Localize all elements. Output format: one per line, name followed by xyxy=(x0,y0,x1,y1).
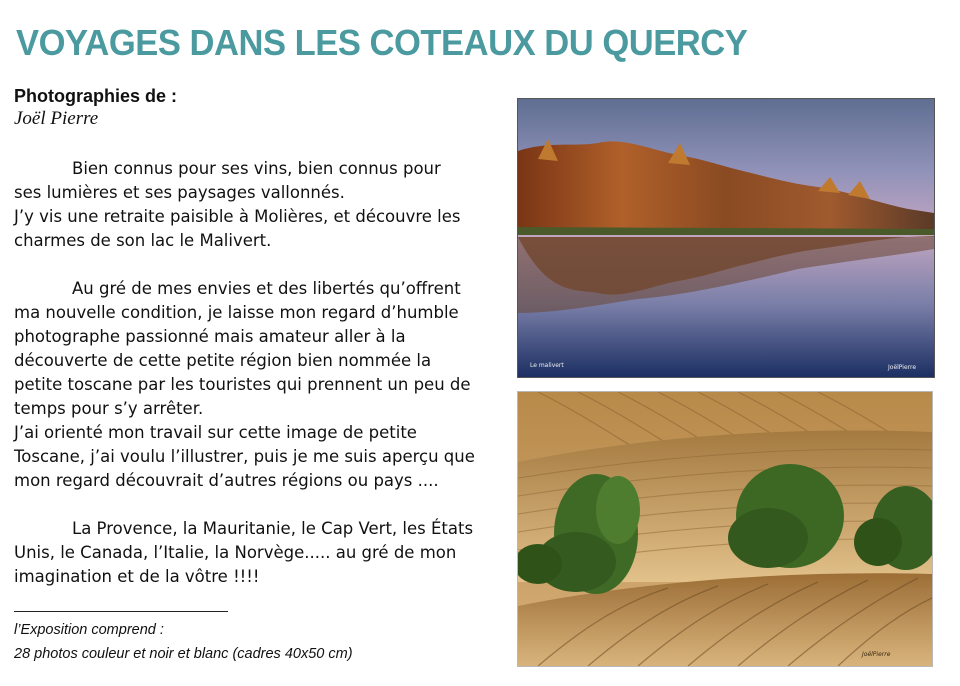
exhibition-detail: 28 photos couleur et noir et blanc (cadres 40x50 cm) xyxy=(14,646,353,662)
lake-caption: Le malivert xyxy=(530,362,564,369)
text-line: ses lumières et ses paysages vallonnés. xyxy=(14,183,345,202)
fields-photo-image xyxy=(518,392,932,666)
text-line: Au gré de mes envies et des libertés qu’offrent xyxy=(72,279,461,298)
text-line: J’y vis une retraite paisible à Molières, et découvre les xyxy=(14,207,461,226)
lake-signature: JoëlPierre xyxy=(888,364,917,371)
text-line: imagination et de la vôtre !!!! xyxy=(14,567,260,586)
text-line: Unis, le Canada, l’Italie, la Norvège..... au gré de mon xyxy=(14,543,457,562)
text-line: photographe passionné mais amateur aller à la xyxy=(14,327,406,346)
text-line: temps pour s’y arrêter. xyxy=(14,399,204,418)
exhibition-label: l’Exposition comprend : xyxy=(14,622,164,638)
photographer-name: Joël Pierre xyxy=(14,108,99,129)
text-line: J’ai orienté mon travail sur cette image de petite xyxy=(14,423,417,442)
text-line: La Provence, la Mauritanie, le Cap Vert, les États xyxy=(72,519,474,538)
text-line: découverte de cette petite région bien nommée la xyxy=(14,351,432,370)
text-line: Bien connus pour ses vins, bien connus pour xyxy=(72,159,441,178)
paragraph-journey xyxy=(14,277,504,493)
text-line: charmes de son lac le Malivert. xyxy=(14,231,272,250)
page-title: VOYAGES DANS LES COTEAUX DU QUERCY xyxy=(16,22,748,63)
lake-photo-image xyxy=(518,99,934,377)
text-line: ma nouvelle condition, je laisse mon regard d’humble xyxy=(14,303,459,322)
separator-rule xyxy=(14,611,228,612)
lake-photo xyxy=(517,98,935,378)
fields-signature: JoëlPierre xyxy=(862,651,891,658)
paragraph-destinations xyxy=(14,517,504,589)
photographer-label: Photographies de : xyxy=(14,86,178,106)
paragraph-intro xyxy=(14,157,504,253)
text-line: mon regard découvrait d’autres régions ou pays .... xyxy=(14,471,439,490)
text-line: petite toscane par les touristes qui prennent un peu de xyxy=(14,375,471,394)
text-line: Toscane, j’ai voulu l’illustrer, puis je me suis aperçu que xyxy=(14,447,475,466)
fields-photo xyxy=(517,391,933,667)
